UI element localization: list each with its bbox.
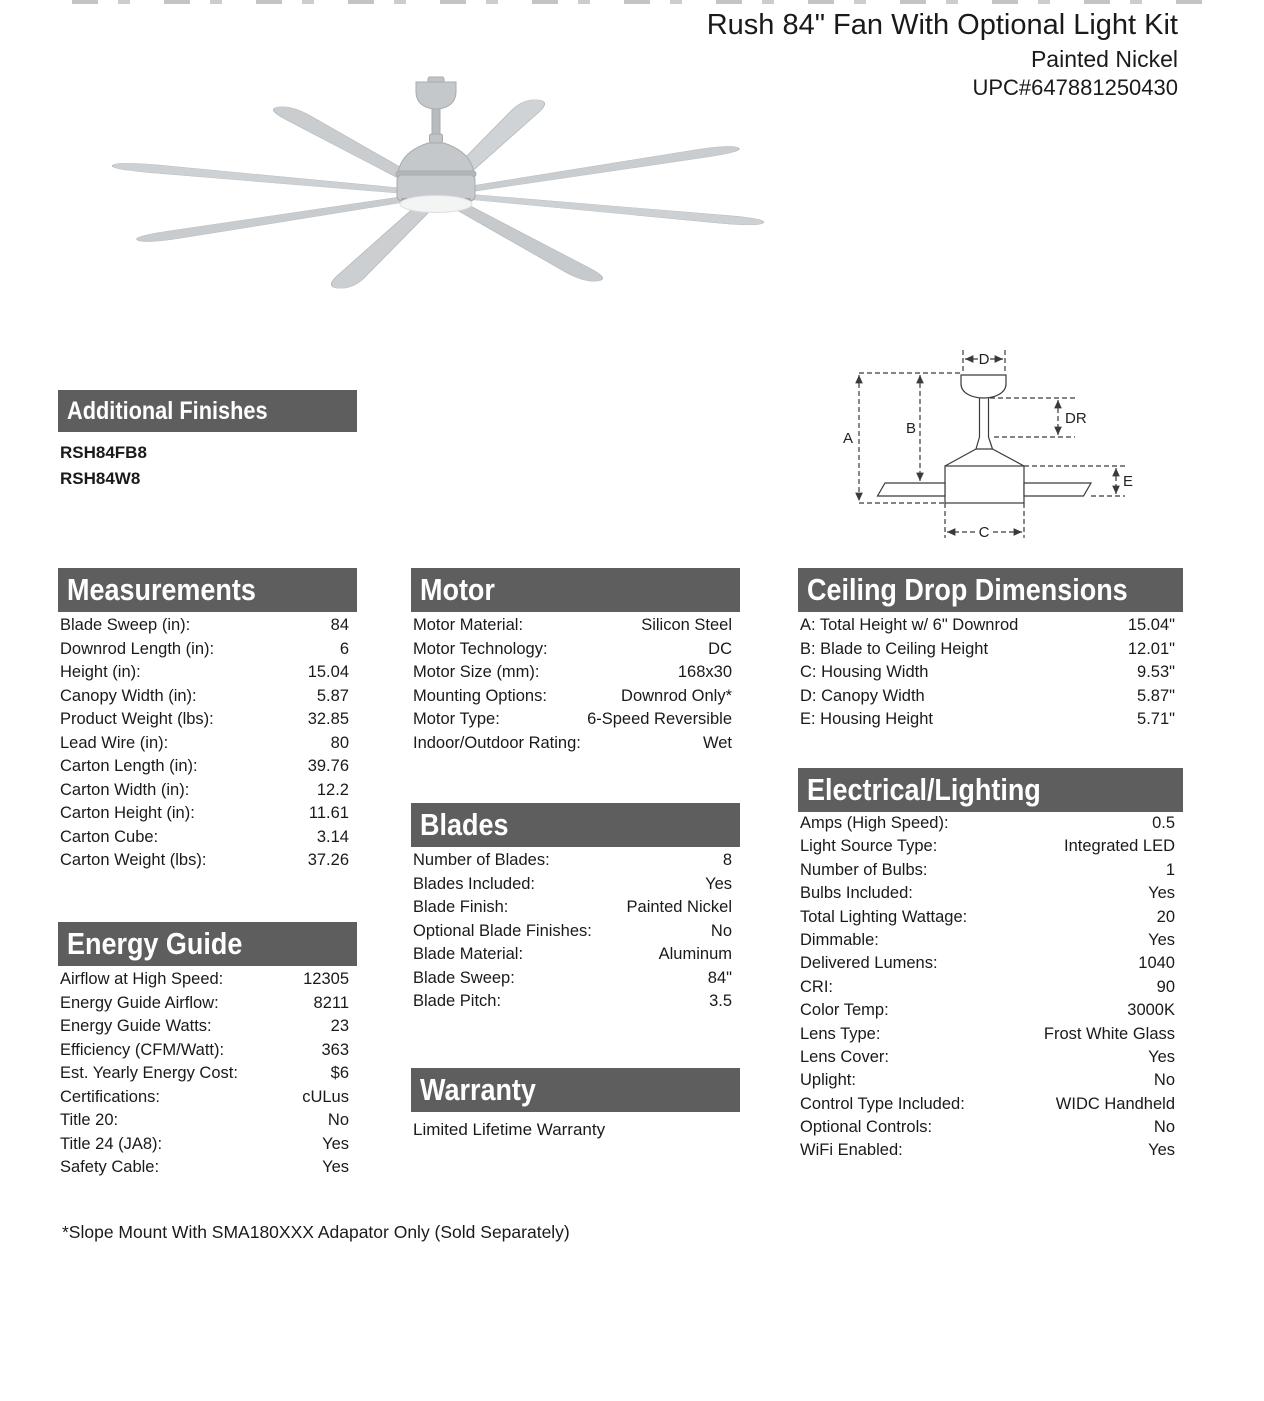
section-ceiling-drop-dimensions (798, 568, 1183, 732)
spec-label: Lens Type: (800, 1024, 881, 1043)
diagram-blade-left (878, 483, 946, 496)
spec-row (58, 1133, 357, 1157)
section-additional-finishes (58, 390, 357, 491)
spec-row (798, 661, 1183, 685)
spec-value: No (710, 921, 732, 940)
spec-label: Carton Height (in): (60, 804, 195, 822)
spec-label: Motor Size (mm): (413, 663, 540, 681)
spec-value: 5.71" (1137, 710, 1175, 728)
spec-label: Carton Cube: (60, 827, 159, 846)
spec-label: Title 24 (JA8): (60, 1134, 163, 1153)
spec-row (58, 849, 357, 873)
diagram-bell (945, 449, 1024, 466)
cropped-top-text-artifact (72, 0, 1222, 4)
spec-value: 3000K (1127, 1001, 1175, 1020)
spec-value: 168x30 (677, 663, 732, 681)
spec-label: Indoor/Outdoor Rating: (413, 733, 581, 752)
spec-label: Canopy Width (in): (60, 686, 197, 705)
spec-label: Mounting Options: (413, 686, 547, 705)
spec-value: 23 (330, 1017, 349, 1035)
spec-value: 12305 (303, 970, 349, 988)
diagram-collar (976, 437, 993, 449)
spec-row (411, 661, 740, 685)
spec-label: Motor Type: (413, 710, 500, 728)
fan-product-image (60, 72, 800, 307)
dim-label-c: C (978, 524, 990, 541)
spec-row (411, 873, 740, 897)
dim-label-dr: DR (1065, 410, 1087, 427)
spec-row (58, 826, 357, 850)
spec-row (798, 1139, 1183, 1162)
spec-label: Blades Included: (413, 874, 536, 893)
spec-label: Energy Guide Airflow: (60, 993, 219, 1012)
spec-label: Efficiency (CFM/Watt): (60, 1040, 225, 1059)
fan-led-lens (400, 196, 472, 213)
spec-row (411, 920, 740, 944)
spec-value: 3.5 (709, 992, 732, 1010)
spec-row (798, 976, 1183, 999)
spec-row (798, 638, 1183, 662)
spec-row (58, 1015, 357, 1039)
spec-label: A: Total Height w/ 6" Downrod (800, 616, 1019, 634)
spec-row (798, 812, 1183, 835)
section-header-ceiling-drop-dimensions: Ceiling Drop Dimensions (798, 568, 1183, 612)
spec-label: Carton Width (in): (60, 780, 190, 799)
spec-label: Downrod Length (in): (60, 639, 215, 658)
spec-value: DC (708, 639, 732, 658)
spec-value: Integrated LED (1064, 837, 1175, 856)
blades-rows (411, 849, 740, 1014)
ceiling-drop-rows (798, 614, 1183, 732)
spec-label: Carton Weight (lbs): (60, 851, 207, 869)
spec-value: 363 (321, 1040, 349, 1059)
section-header-blades: Blades (411, 803, 740, 847)
spec-value: 37.26 (307, 851, 349, 869)
spec-value: 32.85 (307, 710, 349, 728)
finish-code-list (58, 440, 357, 491)
spec-row (798, 906, 1183, 929)
diagram-blade-right (1024, 483, 1091, 496)
finish-code: RSH84W8 (60, 468, 141, 488)
spec-value: 84" (707, 968, 732, 987)
spec-value: No (1153, 1118, 1175, 1137)
spec-label: Blade Sweep: (413, 968, 515, 987)
spec-label: D: Canopy Width (800, 686, 925, 705)
product-title: Rush 84" Fan With Optional Light Kit (706, 9, 1178, 41)
spec-value: Yes (705, 874, 732, 893)
dim-label-a: A (843, 430, 854, 447)
section-header-additional-finishes: Additional Finishes (58, 390, 357, 432)
spec-value: Yes (322, 1134, 349, 1153)
spec-label: C: Housing Width (800, 663, 929, 681)
spec-row (798, 1116, 1183, 1139)
spec-row (58, 1109, 357, 1133)
finish-code: RSH84FB8 (60, 443, 147, 462)
spec-row (411, 967, 740, 991)
spec-label: Amps (High Speed): (800, 814, 949, 832)
spec-value: $6 (330, 1064, 349, 1082)
spec-value: Wet (702, 733, 732, 752)
spec-value: 80 (330, 733, 349, 752)
spec-label: Blade Finish: (413, 898, 509, 916)
spec-row (798, 1023, 1183, 1046)
section-header-warranty: Warranty (411, 1068, 740, 1112)
spec-value: Yes (322, 1158, 349, 1176)
section-electrical-lighting (798, 768, 1183, 1163)
spec-label: Bulbs Included: (800, 884, 913, 903)
fan-coupler (430, 134, 443, 143)
spec-row (798, 999, 1183, 1022)
spec-row (798, 882, 1183, 905)
spec-value: Aluminum (658, 945, 732, 963)
spec-row (58, 1039, 357, 1063)
spec-value: 0.5 (1152, 814, 1175, 832)
spec-row (58, 614, 357, 638)
section-measurements (58, 568, 357, 873)
spec-value: 39.76 (307, 757, 349, 775)
spec-row (58, 992, 357, 1016)
spec-label: Total Lighting Wattage: (800, 907, 968, 926)
spec-row (798, 952, 1183, 975)
spec-value: Yes (1148, 884, 1175, 903)
spec-row (58, 755, 357, 779)
spec-value: 12.01" (1127, 639, 1175, 658)
spec-value: Yes (1148, 1047, 1175, 1066)
spec-row (411, 732, 740, 756)
motor-rows (411, 614, 740, 755)
spec-row (58, 732, 357, 756)
spec-row (58, 779, 357, 803)
section-header-measurements: Measurements (58, 568, 357, 612)
spec-row (798, 708, 1183, 732)
spec-row (58, 1156, 357, 1180)
spec-value: 8211 (313, 993, 349, 1012)
dimension-diagram (833, 340, 1193, 555)
spec-row (798, 859, 1183, 882)
dim-label-b: B (906, 420, 917, 437)
spec-row (58, 708, 357, 732)
dim-label-e: E (1123, 473, 1134, 490)
section-header-motor: Motor (411, 568, 740, 612)
spec-label: Motor Technology: (413, 639, 548, 658)
spec-value: cULus (302, 1087, 349, 1106)
electrical-rows (798, 812, 1183, 1163)
spec-value: Painted Nickel (626, 898, 732, 916)
spec-value: No (327, 1111, 349, 1129)
spec-value: 1040 (1138, 954, 1175, 973)
spec-label: Height (in): (60, 663, 141, 681)
spec-value: 11.61 (308, 804, 349, 822)
spec-value: Downrod Only* (621, 686, 732, 705)
diagram-canopy (961, 375, 1006, 398)
measurements-rows (58, 614, 357, 873)
energy-guide-rows (58, 968, 357, 1180)
fan-canopy (416, 82, 456, 109)
product-upc: UPC#647881250430 (972, 75, 1178, 100)
spec-row (798, 685, 1183, 709)
spec-row (798, 835, 1183, 858)
spec-label: Motor Material: (413, 616, 524, 634)
product-finish: Painted Nickel (1030, 46, 1178, 72)
spec-row (58, 1062, 357, 1086)
spec-row (58, 1086, 357, 1110)
dim-label-d: D (978, 351, 990, 368)
spec-row (58, 802, 357, 826)
spec-label: Certifications: (60, 1087, 160, 1106)
spec-row (798, 614, 1183, 638)
spec-row (58, 685, 357, 709)
spec-label: Color Temp: (800, 1001, 889, 1020)
spec-label: Uplight: (800, 1071, 856, 1090)
section-blades (411, 803, 740, 1014)
spec-label: Lead Wire (in): (60, 733, 169, 752)
spec-row (58, 661, 357, 685)
spec-row (411, 990, 740, 1014)
spec-value: Silicon Steel (641, 616, 732, 634)
spec-label: Control Type Included: (800, 1094, 965, 1113)
spec-label: Blade Material: (413, 945, 524, 963)
spec-row (411, 943, 740, 967)
section-header-energy-guide: Energy Guide (58, 922, 357, 966)
spec-value: Yes (1148, 1141, 1175, 1160)
spec-value: 20 (1156, 907, 1175, 926)
spec-value: WIDC Handheld (1055, 1094, 1175, 1113)
fan-bell-housing (398, 143, 474, 173)
spec-value: 5.87" (1137, 686, 1175, 705)
spec-row (798, 1069, 1183, 1092)
spec-label: Airflow at High Speed: (60, 970, 224, 988)
diagram-housing (945, 466, 1024, 503)
spec-label: Safety Cable: (60, 1158, 160, 1176)
spec-row (411, 896, 740, 920)
spec-value: Yes (1148, 930, 1175, 949)
spec-label: Optional Blade Finishes: (413, 921, 592, 940)
spec-label: Optional Controls: (800, 1118, 933, 1137)
spec-label: Blade Pitch: (413, 992, 502, 1010)
spec-row (411, 638, 740, 662)
spec-value: 1 (1165, 860, 1175, 879)
spec-value: 84 (330, 616, 349, 634)
spec-value: 5.87 (316, 686, 349, 705)
spec-label: Blade Sweep (in): (60, 616, 191, 634)
section-warranty (411, 1068, 740, 1142)
spec-value: 8 (722, 851, 732, 869)
spec-value: 6 (339, 639, 349, 658)
spec-value: 15.04" (1127, 616, 1175, 634)
spec-value: No (1153, 1071, 1175, 1090)
spec-row (798, 929, 1183, 952)
spec-label: Lens Cover: (800, 1047, 889, 1066)
spec-label: Product Weight (lbs): (60, 710, 214, 728)
spec-value: 3.14 (316, 827, 349, 846)
spec-row (798, 1046, 1183, 1069)
spec-row (58, 968, 357, 992)
warranty-text: Limited Lifetime Warranty (413, 1120, 606, 1139)
spec-value: 15.04 (307, 663, 349, 681)
spec-row (411, 685, 740, 709)
spec-row (798, 1093, 1183, 1116)
spec-label: E: Housing Height (800, 710, 933, 728)
spec-value: 12.2 (316, 780, 349, 799)
spec-label: Delivered Lumens: (800, 954, 938, 973)
spec-row (58, 638, 357, 662)
spec-label: WiFi Enabled: (800, 1141, 903, 1160)
spec-label: CRI: (800, 977, 833, 996)
spec-value: 6-Speed Reversible (587, 710, 732, 728)
spec-value: Frost White Glass (1043, 1024, 1175, 1043)
diagram-downrod (980, 398, 989, 437)
spec-label: Light Source Type: (800, 837, 938, 856)
spec-label: Title 20: (60, 1111, 119, 1129)
spec-value: 90 (1156, 977, 1175, 996)
spec-row (411, 614, 740, 638)
spec-value: 9.53" (1137, 663, 1175, 681)
spec-label: Carton Length (in): (60, 757, 198, 775)
spec-label: Dimmable: (800, 930, 879, 949)
spec-label: Number of Bulbs: (800, 860, 928, 879)
spec-label: Est. Yearly Energy Cost: (60, 1064, 238, 1082)
spec-row (411, 849, 740, 873)
spec-label: Energy Guide Watts: (60, 1017, 212, 1035)
fan-downrod (432, 109, 440, 137)
spec-row (411, 708, 740, 732)
section-motor (411, 568, 740, 755)
spec-label: Number of Blades: (413, 851, 550, 869)
section-energy-guide (58, 922, 357, 1180)
spec-label: B: Blade to Ceiling Height (800, 639, 989, 658)
fan-motor-assembly (396, 77, 476, 213)
section-header-electrical-lighting: Electrical/Lighting (798, 768, 1183, 812)
slope-mount-footnote: *Slope Mount With SMA180XXX Adapator Only (Sold Separately) (62, 1222, 570, 1242)
